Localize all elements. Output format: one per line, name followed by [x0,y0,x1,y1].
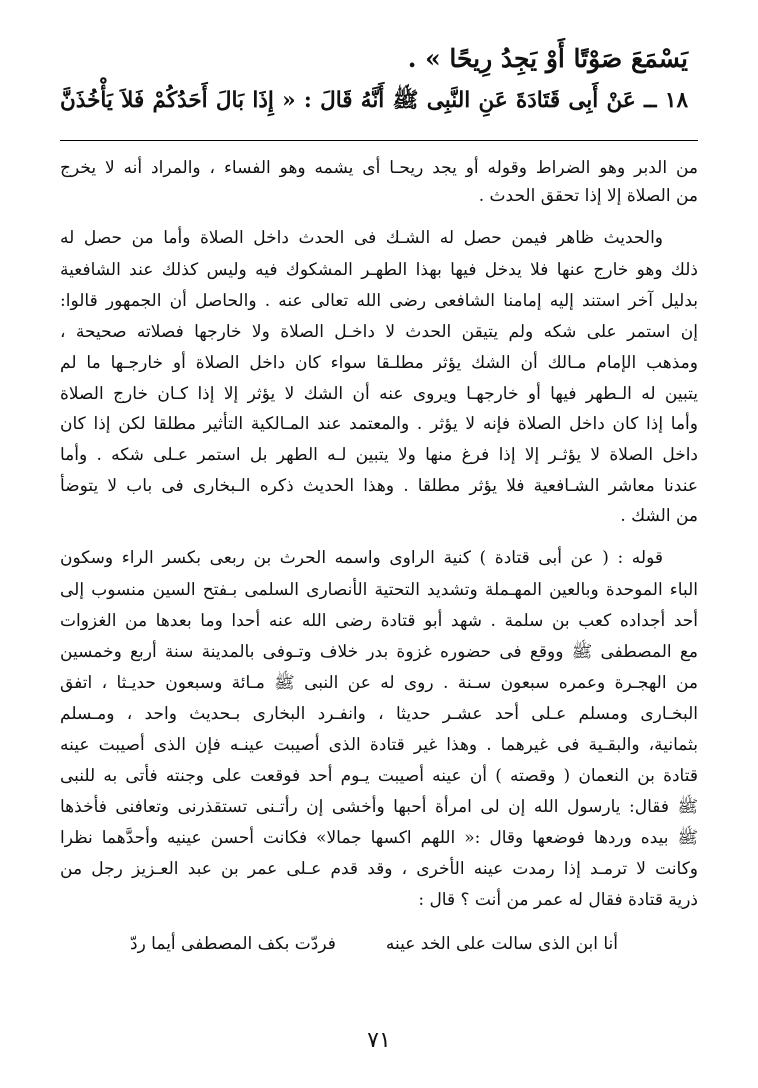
body-line: عندنا معاشر الشـافعية فلا يؤثر مطلقا . وهذا الحديث ذكره الـبخارى فى باب لا يتوضأ [60,476,698,496]
body-line: يتبين له الـطهر فيها أو خارجهـا ويروى عنه أن الشك لا يؤثر إلا إذا كـان خارج الصلاة [60,384,698,404]
header-line-2: ١٨ ــ عَنْ أَبِى قَتَادَةَ عَنِ النَّبِى ﷺ أَنَّهُ قَالَ : « إِذَا بَالَ أَحَدُكُمْ فَلاَ يَأْخُذَنَّ [60,88,688,113]
body-line: وكانت لا ترمـد إذا رمدت عينه الأخرى ، وقد قدم عـلى عمر بن عبد العـزيز رجل من [60,859,698,879]
body-line: ذلك وهو خارج عنها فلا يدخل فيها بهذا الطهـر المشكوك فيه وليس كذلك عند الشافعية [60,260,698,280]
body-line: مع المصطفى ﷺ ووقع فى حضوره غزوة بدر خلاف وتـوفى بالمدينة سنة أربع وخمسين [60,642,698,662]
verse-hemistich-left: فردّت بكف المصطفى أيما ردّ [130,934,336,954]
body-line: من الشك . [620,506,698,526]
body-line: قتادة بن النعمان ( وقصته ) أن عينه أصيبت يـوم أحد فوقعت على وجنته فأتى به للنبى [60,766,698,786]
body-line: ﷺ فقال: يارسول الله إن لى امرأة أحبها وأخشى إن رأتـنى تستقذرنى وتعافنى فأخذها [60,797,698,817]
header-divider [60,140,698,141]
body-line: بدليل آخر استند إليه إمامنا الشافعى رضى الله تعالى عنه . والحاصل أن الجمهور قالوا: [60,291,698,311]
body-line: ومذهب الإمام مـالك أن الشك يؤثر مطلـقا سواء كان داخل الصلاة أو خارجـها ما لم [60,353,698,373]
body-line: الباء الموحدة وبالعين المهـملة وتشديد التحتية الأنصارى السلمى بـفتح السين منسوب إلى [60,580,698,600]
body-line: وأما إذا كان داخل الصلاة فإنه لا يؤثر . والمعتمد عند المـالكية التأثير مطلقا لكن إذا كان [60,414,698,434]
verse-hemistich-right: أنا ابن الذى سالت على الخد عينه [385,934,618,954]
body-line: بثمانية، والبقـية فى غيرهما . وهذا غير قتادة الذى أصيبت عينـه فإن الذى أصيبت عينه [60,735,698,755]
body-line: داخل الصلاة لا يؤثـر إلا إذا فرغ منها ولا يتبين لـه الطهر بل استمر عـلى شكه . وأما [60,445,698,465]
body-line: قوله : ( عن أبى قتادة ) كنية الراوى واسمه الحرث بن ربعى بكسر الراء وسكون [60,548,663,568]
header-line-1: يَسْمَعَ صَوْتًا أَوْ يَجِدُ رِيحًا » . [407,44,688,73]
body-line: إن استمر على شكه ولم يتيقن الحدث لا داخـل الصلاة ولا خارجها فصلاته صحيحة ، [60,322,698,342]
page-number: ٧١ [367,1028,391,1053]
body-line: من الهجـرة وعمره سبعون سـنة . روى له عن النبى ﷺ مـائة وسبعون حديـثا ، اتفق [60,673,698,693]
body-line: من الدبر وهو الضراط وقوله أو يجد ريحـا أى يشمه وهو الفساء ، والمراد أنه لا يخرج [60,158,698,178]
body-line: ذرية قتادة فقال له عمر من أنت ؟ قال : [418,890,698,910]
body-line: والحديث ظاهر فيمن حصل له الشـك فى الحدث داخل الصلاة وأما من حصل له [60,228,663,248]
body-line: من الصلاة إلا إذا تحقق الحدث . [478,186,698,206]
body-line: ﷺ بيده وردها فوضعها وقال :« اللهم اكسها جمالا» فكانت أحسن عينيه وأحدَّهما نظرا [60,828,698,848]
body-line: البخـارى ومسلم عـلى أحد عشـر حديثا ، وانفـرد البخارى بـحديث واحد ، ومـسلم [60,704,698,724]
body-line: أحد أجداده كعب بن سلمة . شهد أبو قتادة رضى الله عنه أحدا وما بعدها من الغزوات [60,611,698,631]
